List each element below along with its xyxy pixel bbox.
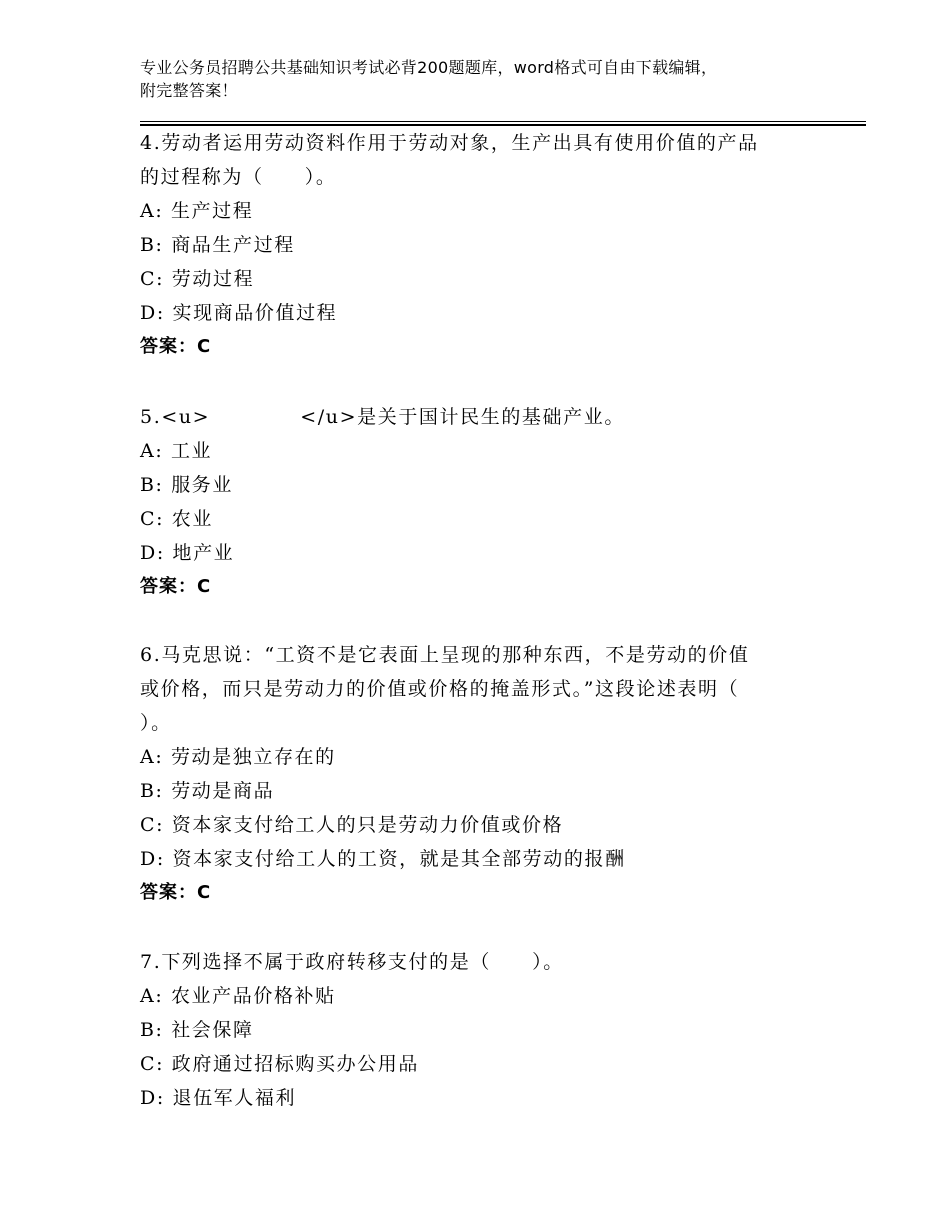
question-stem-line: 6.马克思说：“工资不是它表面上呈现的那种东西，不是劳动的价值 [140, 644, 750, 666]
question-stem-line: ）。 [140, 712, 172, 734]
option-b: B: 社会保障 [140, 1019, 254, 1041]
document-header [140, 56, 830, 102]
option-a: A: 工业 [140, 440, 213, 462]
header-line-1: 专业公务员招聘公共基础知识考试必背200题题库，word格式可自由下载编辑， [140, 58, 718, 77]
question-4 [140, 126, 820, 364]
question-stem-line: 4.劳动者运用劳动资料作用于劳动对象，生产出具有使用价值的产品 [140, 132, 759, 154]
answer-label: 答案：C [140, 336, 212, 357]
question-6 [140, 638, 820, 910]
option-c: C: 农业 [140, 508, 213, 530]
answer-label: 答案：C [140, 882, 212, 903]
option-c: C: 劳动过程 [140, 268, 255, 290]
option-d: D: 资本家支付给工人的工资，就是其全部劳动的报酬 [140, 848, 626, 870]
option-d: D: 退伍军人福利 [140, 1087, 297, 1109]
question-stem-line: 或价格，而只是劳动力的价值或价格的掩盖形式。”这段论述表明（ [140, 678, 740, 700]
question-stem-line: 7.下列选择不属于政府转移支付的是（ ）。 [140, 951, 564, 973]
question-stem-line: 的过程称为（ ）。 [140, 166, 337, 188]
option-a: A: 生产过程 [140, 200, 254, 222]
option-a: A: 农业产品价格补贴 [140, 985, 336, 1007]
option-b: B: 商品生产过程 [140, 234, 295, 256]
option-b: B: 劳动是商品 [140, 780, 275, 802]
option-d: D: 实现商品价值过程 [140, 302, 338, 324]
option-a: A: 劳动是独立存在的 [140, 746, 336, 768]
option-d: D: 地产业 [140, 542, 235, 564]
question-7 [140, 945, 820, 1115]
question-stem-line: 5.<u> </u>是关于国计民生的基础产业。 [140, 406, 625, 428]
option-c: C: 政府通过招标购买办公用品 [140, 1053, 419, 1075]
answer-label: 答案：C [140, 576, 212, 597]
option-b: B: 服务业 [140, 474, 234, 496]
question-5 [140, 400, 820, 604]
option-c: C: 资本家支付给工人的只是劳动力价值或价格 [140, 814, 564, 836]
header-line-2: 附完整答案！ [140, 81, 238, 100]
